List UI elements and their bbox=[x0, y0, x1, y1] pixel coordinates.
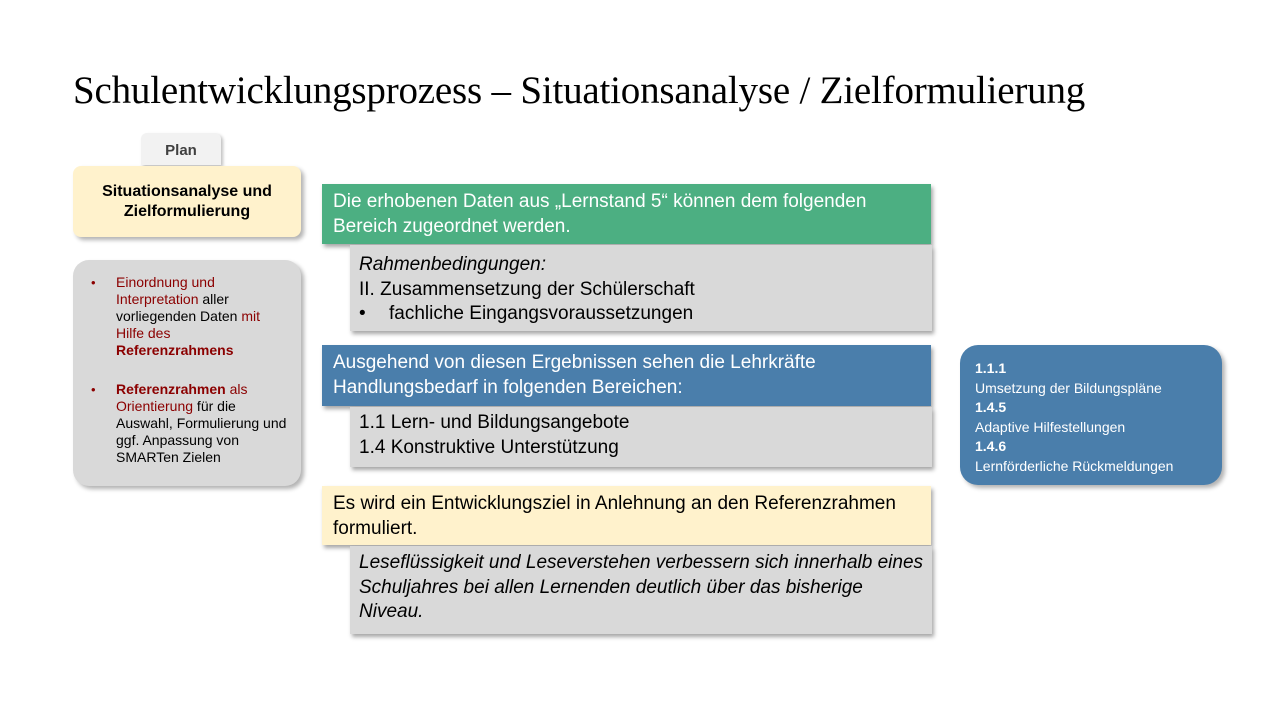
section1-line3: fachliche Eingangsvoraussetzungen bbox=[389, 303, 694, 324]
plan-phase-box bbox=[73, 166, 301, 237]
reference-label-1: Umsetzung der Bildungspläne bbox=[975, 379, 1162, 396]
info-item-2-plain1: für die Auswahl, Formulierung und ggf. Anpassung von SMARTen Zielen bbox=[116, 398, 287, 465]
info-list bbox=[91, 274, 287, 466]
reference-code-1: 1.1.1 bbox=[975, 360, 1007, 376]
info-item-2 bbox=[91, 381, 287, 466]
section1-body bbox=[350, 245, 932, 331]
reference-label-3: Lernförderliche Rückmeldungen bbox=[975, 457, 1174, 474]
section1-line1: Rahmenbedingungen: bbox=[359, 254, 546, 275]
reference-code-3: 1.4.6 bbox=[975, 438, 1007, 454]
bullet-icon: • bbox=[359, 303, 366, 324]
section3-header: Es wird ein Entwicklungsziel in Anlehnung an den Referenzrahmen formuliert. bbox=[322, 486, 931, 545]
info-item-1-bold: Referenzrahmens bbox=[116, 342, 234, 358]
info-item-2-red1: als Orientierung bbox=[116, 381, 248, 414]
section2-header: Ausgehend von diesen Ergebnissen sehen die Lehrkräfte Handlungsbedarf in folgenden Bereichen: bbox=[322, 345, 931, 406]
section1-header: Die erhobenen Daten aus „Lernstand 5“ können dem folgenden Bereich zugeordnet werden. bbox=[322, 184, 931, 244]
section2-body bbox=[350, 407, 932, 467]
info-item-1 bbox=[91, 274, 287, 359]
info-item-1-red2: mit Hilfe des bbox=[116, 308, 260, 341]
section2-line1: 1.1 Lern- und Bildungsangebote bbox=[359, 412, 630, 433]
section1-bullet-line bbox=[359, 302, 923, 327]
plan-tab: Plan bbox=[141, 133, 221, 165]
plan-box-line2: Zielformulierung bbox=[123, 202, 251, 220]
reference-label-2: Adaptive Hilfestellungen bbox=[975, 418, 1126, 435]
info-item-1-plain1: aller vorliegenden Daten bbox=[116, 291, 242, 324]
info-box bbox=[73, 260, 301, 486]
reference-box bbox=[960, 345, 1222, 485]
page-title: Schulentwicklungsprozess – Situationsanalyse / Zielformulierung bbox=[73, 69, 1086, 112]
reference-code-2: 1.4.5 bbox=[975, 399, 1007, 415]
section2-line2: 1.4 Konstruktive Unterstützung bbox=[359, 436, 619, 458]
info-item-1-red1: Einordnung und Interpretation bbox=[116, 274, 215, 307]
section1-line2: II. Zusammensetzung der Schülerschaft bbox=[359, 278, 695, 300]
section3-body: Leseflüssigkeit und Leseverstehen verbessern sich innerhalb eines Schuljahres bei allen Lernenden deutlich über das bisherige Niveau. bbox=[350, 546, 932, 634]
info-item-2-bold: Referenzrahmen bbox=[116, 381, 226, 397]
plan-box-line1: Situationsanalyse und bbox=[102, 182, 272, 200]
